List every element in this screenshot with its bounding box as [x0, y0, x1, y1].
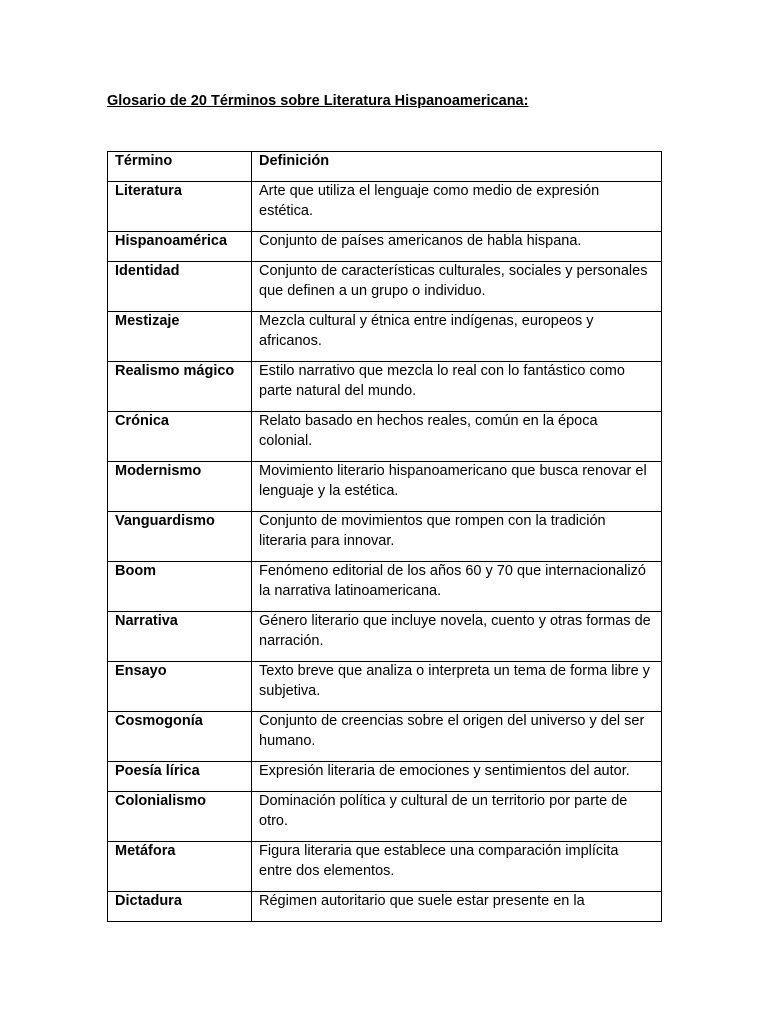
term-cell: Boom [108, 562, 252, 612]
definition-cell: Figura literaria que establece una comparación implícita entre dos elementos. [252, 842, 662, 892]
term-cell: Mestizaje [108, 312, 252, 362]
term-cell: Realismo mágico [108, 362, 252, 412]
term-cell: Cosmogonía [108, 712, 252, 762]
header-term: Término [108, 152, 252, 182]
term-cell: Crónica [108, 412, 252, 462]
table-row [108, 232, 662, 262]
glossary-table [107, 151, 662, 922]
table-row [108, 462, 662, 512]
definition-cell: Conjunto de movimientos que rompen con la tradición literaria para innovar. [252, 512, 662, 562]
term-cell: Metáfora [108, 842, 252, 892]
term-cell: Hispanoamérica [108, 232, 252, 262]
table-row [108, 412, 662, 462]
definition-cell: Dominación política y cultural de un territorio por parte de otro. [252, 792, 662, 842]
document-title: Glosario de 20 Términos sobre Literatura Hispanoamericana: [107, 93, 529, 109]
table-row [108, 262, 662, 312]
table-row [108, 312, 662, 362]
definition-cell: Mezcla cultural y étnica entre indígenas, europeos y africanos. [252, 312, 662, 362]
table-row [108, 612, 662, 662]
definition-cell: Género literario que incluye novela, cuento y otras formas de narración. [252, 612, 662, 662]
definition-cell: Arte que utiliza el lenguaje como medio de expresión estética. [252, 182, 662, 232]
term-cell: Ensayo [108, 662, 252, 712]
term-cell: Poesía lírica [108, 762, 252, 792]
term-cell: Colonialismo [108, 792, 252, 842]
table-row [108, 842, 662, 892]
term-cell: Dictadura [108, 892, 252, 922]
definition-cell: Estilo narrativo que mezcla lo real con lo fantástico como parte natural del mundo. [252, 362, 662, 412]
definition-cell: Relato basado en hechos reales, común en la época colonial. [252, 412, 662, 462]
table-header-row [108, 152, 662, 182]
definition-cell: Conjunto de países americanos de habla hispana. [252, 232, 662, 262]
term-cell: Identidad [108, 262, 252, 312]
header-definition: Definición [252, 152, 662, 182]
definition-cell: Conjunto de creencias sobre el origen del universo y del ser humano. [252, 712, 662, 762]
definition-cell: Conjunto de características culturales, sociales y personales que definen a un grupo o individuo. [252, 262, 662, 312]
table-row [108, 182, 662, 232]
table-row [108, 362, 662, 412]
term-cell: Literatura [108, 182, 252, 232]
table-row [108, 762, 662, 792]
table-row [108, 512, 662, 562]
table-row [108, 562, 662, 612]
table-row [108, 662, 662, 712]
term-cell: Modernismo [108, 462, 252, 512]
term-cell: Narrativa [108, 612, 252, 662]
definition-cell: Texto breve que analiza o interpreta un tema de forma libre y subjetiva. [252, 662, 662, 712]
definition-cell: Movimiento literario hispanoamericano que busca renovar el lenguaje y la estética. [252, 462, 662, 512]
table-row [108, 792, 662, 842]
definition-cell: Fenómeno editorial de los años 60 y 70 que internacionalizó la narrativa latinoamericana. [252, 562, 662, 612]
definition-cell: Expresión literaria de emociones y sentimientos del autor. [252, 762, 662, 792]
definition-cell: Régimen autoritario que suele estar presente en la [252, 892, 662, 922]
term-cell: Vanguardismo [108, 512, 252, 562]
table-row [108, 712, 662, 762]
table-row [108, 892, 662, 922]
